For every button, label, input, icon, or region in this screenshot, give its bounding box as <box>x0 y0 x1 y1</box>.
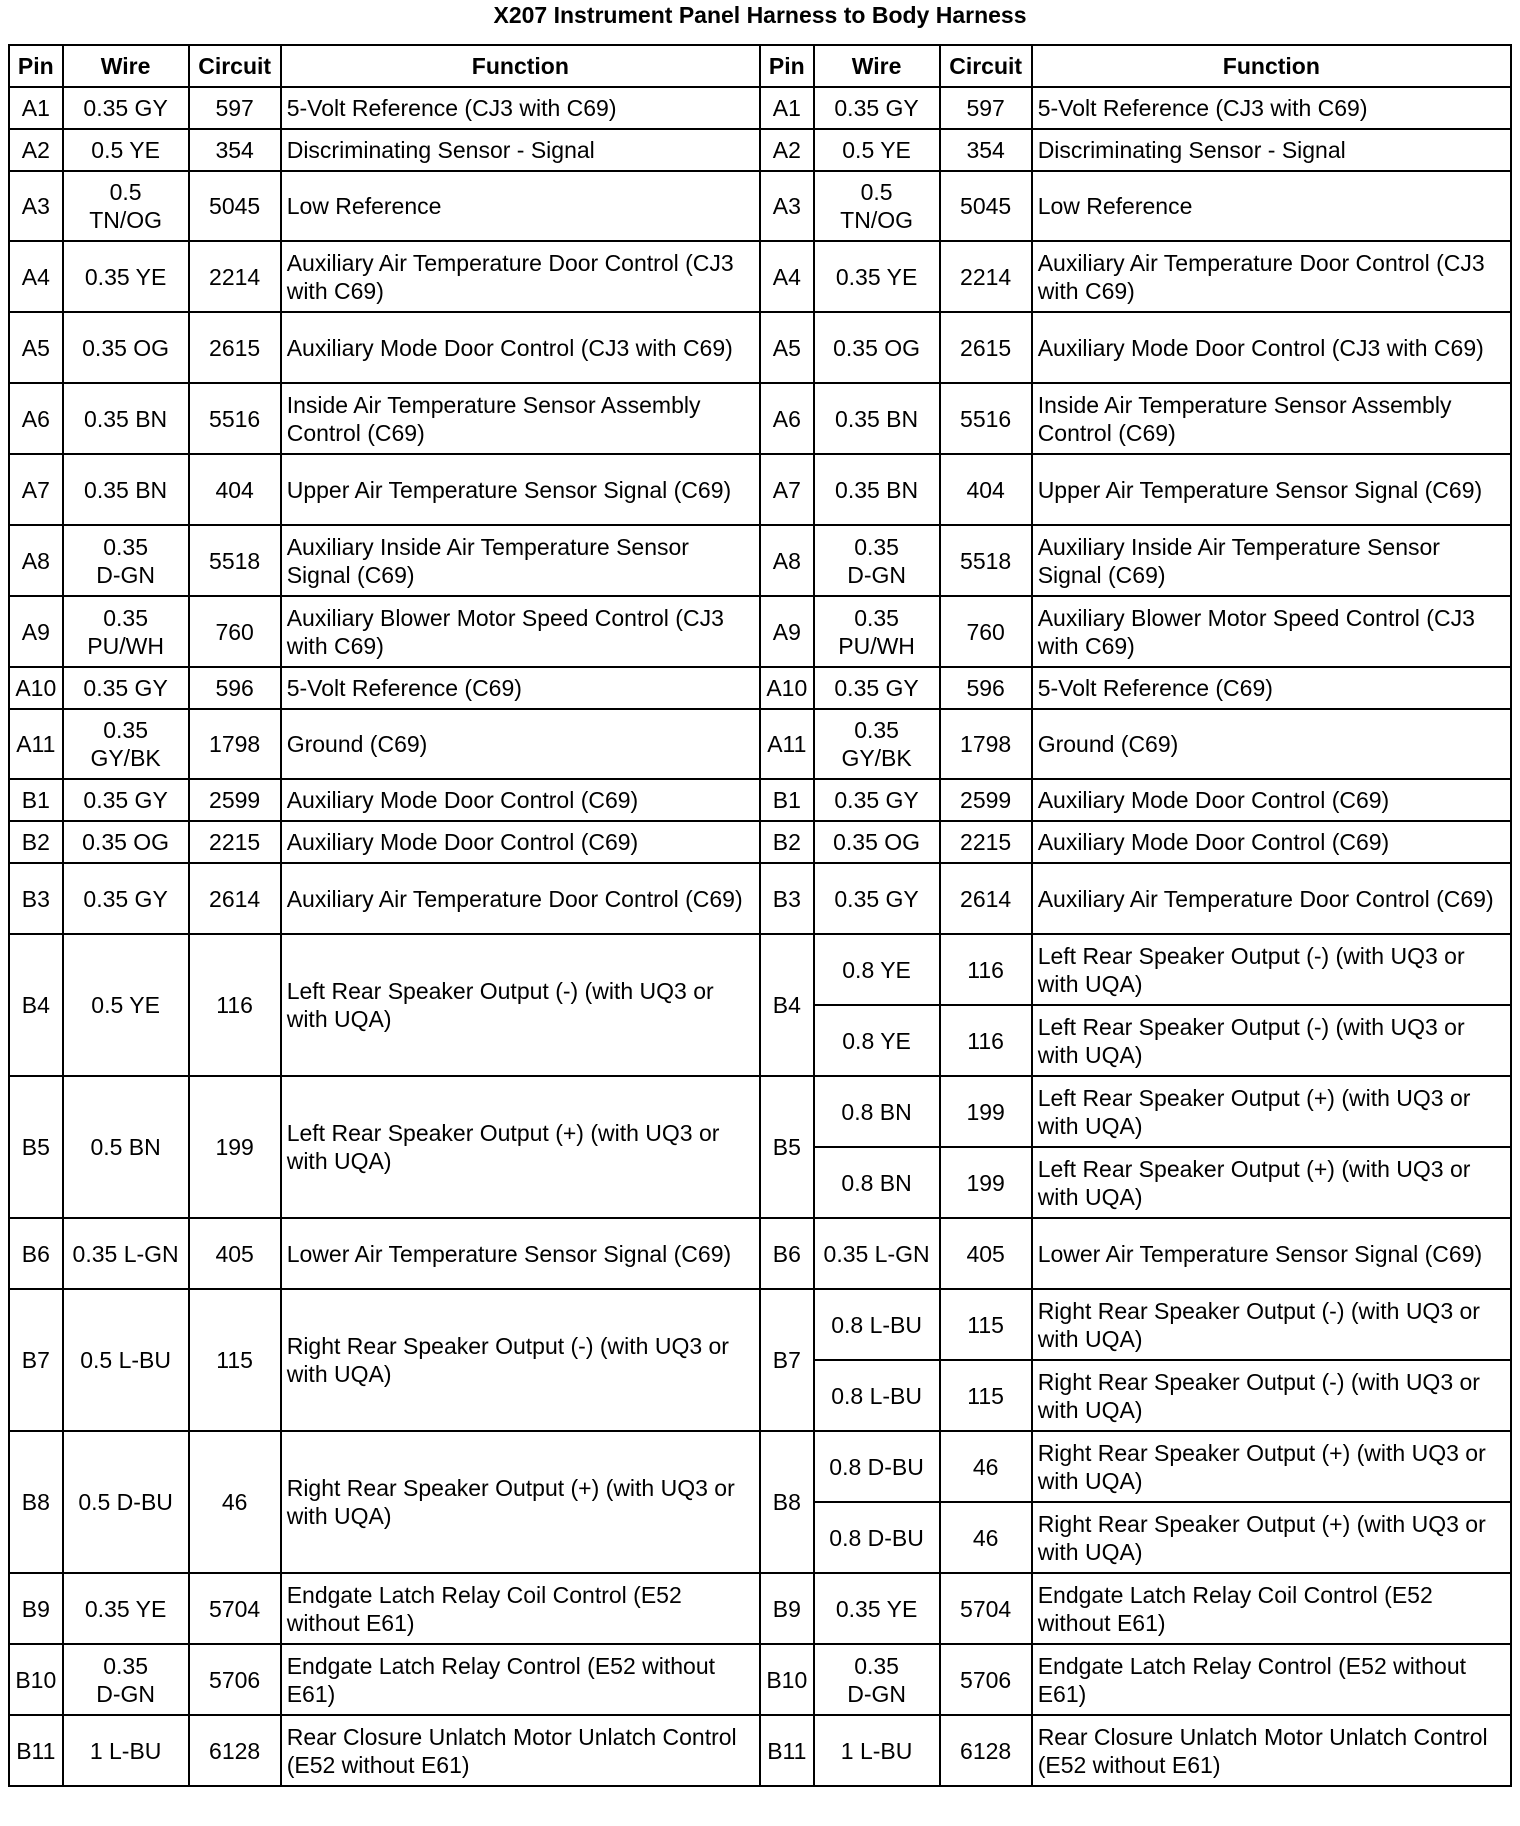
wire-gauge: 0.5 <box>109 179 142 205</box>
wire-cell: 0.8 YE <box>814 934 940 1005</box>
function-cell: Endgate Latch Relay Coil Control (E52 without E61) <box>281 1573 760 1644</box>
function-cell: Left Rear Speaker Output (+) (with UQ3 or with UQA) <box>1032 1076 1511 1147</box>
function-cell: Rear Closure Unlatch Motor Unlatch Control (E52 without E61) <box>281 1715 760 1786</box>
table-row <box>9 1644 1511 1715</box>
circuit-cell: 597 <box>189 87 281 129</box>
pin-cell: A6 <box>9 383 63 454</box>
pin-cell: B9 <box>9 1573 63 1644</box>
wire-cell: 0.5 L-BU <box>63 1289 189 1431</box>
wire-gauge: 0.35 <box>854 533 899 560</box>
function-cell: Auxiliary Blower Motor Speed Control (CJ3 with C69) <box>281 596 760 667</box>
circuit-cell: 404 <box>940 454 1032 525</box>
pin-cell: A7 <box>760 454 814 525</box>
header-wire: Wire <box>814 45 940 87</box>
function-cell: Left Rear Speaker Output (-) (with UQ3 or with UQA) <box>1032 1005 1511 1076</box>
wire-cell: 0.5 YE <box>63 129 189 171</box>
wire-cell <box>63 596 189 667</box>
circuit-cell: 5516 <box>940 383 1032 454</box>
wire-gauge: 0.35 <box>103 717 148 743</box>
wire-cell <box>814 709 940 779</box>
pin-cell: A8 <box>760 525 814 596</box>
wire-cell: 0.35 GY <box>63 863 189 934</box>
wire-cell: 0.8 D-BU <box>814 1431 940 1502</box>
circuit-cell: 115 <box>940 1289 1032 1360</box>
function-cell: Low Reference <box>281 171 760 241</box>
circuit-cell: 2614 <box>940 863 1032 934</box>
header-row <box>9 45 1511 87</box>
function-cell: Inside Air Temperature Sensor Assembly Control (C69) <box>281 383 760 454</box>
circuit-cell: 46 <box>940 1502 1032 1573</box>
page-title: X207 Instrument Panel Harness to Body Harness <box>493 2 1027 28</box>
wire-gauge: 0.5 <box>860 179 893 205</box>
wire-cell: 0.35 GY <box>63 667 189 709</box>
circuit-cell: 5704 <box>189 1573 281 1644</box>
wire-cell: 0.35 OG <box>814 312 940 383</box>
wire-color: D-GN <box>847 1680 906 1707</box>
pin-cell: A10 <box>760 667 814 709</box>
function-cell: Right Rear Speaker Output (+) (with UQ3 or with UQA) <box>281 1431 760 1573</box>
wire-cell <box>814 525 940 596</box>
pin-cell: B5 <box>9 1076 63 1218</box>
function-cell: Right Rear Speaker Output (+) (with UQ3 or with UQA) <box>1032 1502 1511 1573</box>
circuit-cell: 760 <box>940 596 1032 667</box>
circuit-cell: 596 <box>189 667 281 709</box>
wire-cell: 0.5 YE <box>814 129 940 171</box>
function-cell: 5-Volt Reference (CJ3 with C69) <box>281 87 760 129</box>
pin-cell: B1 <box>9 779 63 821</box>
pin-cell: B7 <box>760 1289 814 1431</box>
table-row <box>9 454 1511 525</box>
wire-cell: 0.35 GY <box>814 87 940 129</box>
function-cell: Auxiliary Air Temperature Door Control (C69) <box>1032 863 1511 934</box>
function-cell: Auxiliary Mode Door Control (CJ3 with C69) <box>281 312 760 383</box>
pin-cell: B10 <box>760 1644 814 1715</box>
wire-cell <box>814 171 940 241</box>
table-row <box>9 863 1511 934</box>
table-row <box>9 1573 1511 1644</box>
function-cell: Auxiliary Mode Door Control (C69) <box>281 821 760 863</box>
wire-cell: 0.35 YE <box>63 1573 189 1644</box>
wire-cell: 0.5 D-BU <box>63 1431 189 1573</box>
function-cell: Auxiliary Mode Door Control (C69) <box>281 779 760 821</box>
table-row <box>9 667 1511 709</box>
wire-color: D-GN <box>96 561 155 588</box>
circuit-cell: 199 <box>189 1076 281 1218</box>
circuit-cell: 115 <box>189 1289 281 1431</box>
circuit-cell: 46 <box>940 1431 1032 1502</box>
circuit-cell: 5706 <box>940 1644 1032 1715</box>
pin-cell: A5 <box>760 312 814 383</box>
table-row <box>9 525 1511 596</box>
circuit-cell: 404 <box>189 454 281 525</box>
circuit-cell: 2614 <box>189 863 281 934</box>
circuit-cell: 6128 <box>189 1715 281 1786</box>
pin-cell: A1 <box>9 87 63 129</box>
table-row <box>9 171 1511 241</box>
pin-cell: B5 <box>760 1076 814 1218</box>
table-row <box>9 1715 1511 1786</box>
function-cell: Endgate Latch Relay Control (E52 without E61) <box>281 1644 760 1715</box>
table-row <box>9 241 1511 312</box>
function-cell: Discriminating Sensor - Signal <box>1032 129 1511 171</box>
wire-cell: 0.35 OG <box>63 821 189 863</box>
circuit-cell: 116 <box>940 934 1032 1005</box>
function-cell: 5-Volt Reference (CJ3 with C69) <box>1032 87 1511 129</box>
wire-cell: 0.8 YE <box>814 1005 940 1076</box>
function-cell: Right Rear Speaker Output (-) (with UQ3 or with UQA) <box>1032 1289 1511 1360</box>
circuit-cell: 2599 <box>189 779 281 821</box>
wire-gauge: 0.35 <box>103 604 148 631</box>
circuit-cell: 5706 <box>189 1644 281 1715</box>
function-cell: Right Rear Speaker Output (-) (with UQ3 or with UQA) <box>281 1289 760 1431</box>
wire-cell: 0.35 BN <box>63 383 189 454</box>
wire-cell: 0.35 YE <box>814 1573 940 1644</box>
wire-color: D-GN <box>96 1680 155 1707</box>
function-cell: Ground (C69) <box>1032 709 1511 779</box>
pin-cell: B2 <box>760 821 814 863</box>
wire-gauge: 0.35 <box>103 533 148 560</box>
pin-cell: B7 <box>9 1289 63 1431</box>
pin-cell: B9 <box>760 1573 814 1644</box>
function-cell: Upper Air Temperature Sensor Signal (C69) <box>1032 454 1511 525</box>
wire-color: PU/WH <box>87 632 164 659</box>
circuit-cell: 2599 <box>940 779 1032 821</box>
table-row <box>9 1431 1511 1502</box>
circuit-cell: 5518 <box>189 525 281 596</box>
table-row <box>9 779 1511 821</box>
pin-cell: B4 <box>760 934 814 1076</box>
wire-color: GY/BK <box>90 745 161 771</box>
wire-cell: 0.35 BN <box>814 383 940 454</box>
circuit-cell: 2615 <box>940 312 1032 383</box>
pin-cell: B3 <box>9 863 63 934</box>
header-function: Function <box>1032 45 1511 87</box>
wire-cell: 0.8 BN <box>814 1076 940 1147</box>
pin-cell: B6 <box>760 1218 814 1289</box>
circuit-cell: 199 <box>940 1076 1032 1147</box>
wire-gauge: 0.35 <box>103 1652 148 1679</box>
table-row <box>9 87 1511 129</box>
function-cell: Lower Air Temperature Sensor Signal (C69) <box>1032 1218 1511 1289</box>
wire-cell: 1 L-BU <box>63 1715 189 1786</box>
pin-cell: B4 <box>9 934 63 1076</box>
header-pin: Pin <box>9 45 63 87</box>
pin-cell: A11 <box>9 709 63 779</box>
circuit-cell: 5516 <box>189 383 281 454</box>
circuit-cell: 5518 <box>940 525 1032 596</box>
function-cell: 5-Volt Reference (C69) <box>1032 667 1511 709</box>
function-cell: Ground (C69) <box>281 709 760 779</box>
wire-cell: 0.8 L-BU <box>814 1360 940 1431</box>
wire-gauge: 0.35 <box>854 1652 899 1679</box>
wire-cell: 0.5 BN <box>63 1076 189 1218</box>
pin-cell: B1 <box>760 779 814 821</box>
pin-cell: B3 <box>760 863 814 934</box>
function-cell: Auxiliary Inside Air Temperature Sensor Signal (C69) <box>1032 525 1511 596</box>
circuit-cell: 116 <box>940 1005 1032 1076</box>
function-cell: Left Rear Speaker Output (-) (with UQ3 or with UQA) <box>1032 934 1511 1005</box>
wire-cell: 0.35 BN <box>63 454 189 525</box>
header-wire: Wire <box>63 45 189 87</box>
header-function: Function <box>281 45 760 87</box>
wire-cell: 0.5 YE <box>63 934 189 1076</box>
function-cell: Discriminating Sensor - Signal <box>281 129 760 171</box>
circuit-cell: 2615 <box>189 312 281 383</box>
pin-cell: A9 <box>760 596 814 667</box>
table-row <box>9 383 1511 454</box>
function-cell: Upper Air Temperature Sensor Signal (C69) <box>281 454 760 525</box>
circuit-cell: 2215 <box>940 821 1032 863</box>
table-row <box>9 709 1511 779</box>
circuit-cell: 199 <box>940 1147 1032 1218</box>
wire-cell: 0.35 YE <box>63 241 189 312</box>
circuit-cell: 5704 <box>940 1573 1032 1644</box>
function-cell: Auxiliary Air Temperature Door Control (CJ3 with C69) <box>281 241 760 312</box>
wire-gauge: 0.35 <box>854 717 899 743</box>
circuit-cell: 5045 <box>940 171 1032 241</box>
function-cell: Auxiliary Inside Air Temperature Sensor Signal (C69) <box>281 525 760 596</box>
wire-cell: 0.35 OG <box>814 821 940 863</box>
function-cell: Auxiliary Air Temperature Door Control (CJ3 with C69) <box>1032 241 1511 312</box>
circuit-cell: 760 <box>189 596 281 667</box>
wire-color: TN/OG <box>840 207 914 233</box>
function-cell: Left Rear Speaker Output (+) (with UQ3 or with UQA) <box>281 1076 760 1218</box>
function-cell: Rear Closure Unlatch Motor Unlatch Control (E52 without E61) <box>1032 1715 1511 1786</box>
table-row <box>9 1289 1511 1360</box>
wire-cell: 0.35 OG <box>63 312 189 383</box>
function-cell: Low Reference <box>1032 171 1511 241</box>
table-row <box>9 596 1511 667</box>
function-cell: 5-Volt Reference (C69) <box>281 667 760 709</box>
pin-cell: A11 <box>760 709 814 779</box>
circuit-cell: 596 <box>940 667 1032 709</box>
circuit-cell: 116 <box>189 934 281 1076</box>
circuit-cell: 6128 <box>940 1715 1032 1786</box>
wire-color: D-GN <box>847 561 906 588</box>
pin-cell: A7 <box>9 454 63 525</box>
function-cell: Auxiliary Mode Door Control (CJ3 with C69) <box>1032 312 1511 383</box>
wire-cell: 0.8 L-BU <box>814 1289 940 1360</box>
function-cell: Left Rear Speaker Output (-) (with UQ3 or with UQA) <box>281 934 760 1076</box>
wire-gauge: 0.35 <box>854 604 899 631</box>
wire-cell: 0.35 GY <box>63 779 189 821</box>
function-cell: Right Rear Speaker Output (-) (with UQ3 or with UQA) <box>1032 1360 1511 1431</box>
circuit-cell: 354 <box>189 129 281 171</box>
table-row <box>9 129 1511 171</box>
function-cell: Auxiliary Blower Motor Speed Control (CJ3 with C69) <box>1032 596 1511 667</box>
function-cell: Endgate Latch Relay Coil Control (E52 without E61) <box>1032 1573 1511 1644</box>
table-row <box>9 821 1511 863</box>
wire-color: TN/OG <box>89 207 163 233</box>
pin-cell: A4 <box>760 241 814 312</box>
wire-cell <box>63 525 189 596</box>
wire-cell: 0.35 L-GN <box>814 1218 940 1289</box>
header-pin: Pin <box>760 45 814 87</box>
pin-cell: A2 <box>9 129 63 171</box>
pin-cell: B10 <box>9 1644 63 1715</box>
pin-cell: A3 <box>760 171 814 241</box>
function-cell: Endgate Latch Relay Control (E52 without E61) <box>1032 1644 1511 1715</box>
wire-cell: 1 L-BU <box>814 1715 940 1786</box>
circuit-cell: 2214 <box>189 241 281 312</box>
wire-cell: 0.35 GY <box>814 779 940 821</box>
circuit-cell: 115 <box>940 1360 1032 1431</box>
pin-cell: A9 <box>9 596 63 667</box>
header-circuit: Circuit <box>940 45 1032 87</box>
pin-cell: A5 <box>9 312 63 383</box>
pin-cell: B11 <box>9 1715 63 1786</box>
table-row <box>9 1076 1511 1147</box>
circuit-cell: 1798 <box>940 709 1032 779</box>
wire-cell <box>63 171 189 241</box>
circuit-cell: 597 <box>940 87 1032 129</box>
function-cell: Inside Air Temperature Sensor Assembly Control (C69) <box>1032 383 1511 454</box>
pin-cell: A4 <box>9 241 63 312</box>
wire-cell: 0.35 YE <box>814 241 940 312</box>
table-row <box>9 312 1511 383</box>
circuit-cell: 405 <box>940 1218 1032 1289</box>
wire-cell <box>63 1644 189 1715</box>
pin-cell: B11 <box>760 1715 814 1786</box>
function-cell: Right Rear Speaker Output (+) (with UQ3 or with UQA) <box>1032 1431 1511 1502</box>
pin-cell: A2 <box>760 129 814 171</box>
circuit-cell: 354 <box>940 129 1032 171</box>
wire-cell: 0.35 L-GN <box>63 1218 189 1289</box>
pin-cell: A1 <box>760 87 814 129</box>
circuit-cell: 2214 <box>940 241 1032 312</box>
wire-color: GY/BK <box>841 745 912 771</box>
pin-cell: B8 <box>760 1431 814 1573</box>
connector-table <box>8 44 1512 1787</box>
wire-cell: 0.35 GY <box>63 87 189 129</box>
circuit-cell: 46 <box>189 1431 281 1573</box>
pin-cell: B2 <box>9 821 63 863</box>
circuit-cell: 1798 <box>189 709 281 779</box>
pin-cell: A10 <box>9 667 63 709</box>
wire-cell <box>814 1644 940 1715</box>
function-cell: Left Rear Speaker Output (+) (with UQ3 or with UQA) <box>1032 1147 1511 1218</box>
wire-cell <box>63 709 189 779</box>
header-circuit: Circuit <box>189 45 281 87</box>
wire-cell: 0.8 BN <box>814 1147 940 1218</box>
pin-cell: A8 <box>9 525 63 596</box>
circuit-cell: 2215 <box>189 821 281 863</box>
function-cell: Auxiliary Mode Door Control (C69) <box>1032 779 1511 821</box>
function-cell: Auxiliary Air Temperature Door Control (C69) <box>281 863 760 934</box>
circuit-cell: 405 <box>189 1218 281 1289</box>
table-row <box>9 1218 1511 1289</box>
table-row <box>9 934 1511 1005</box>
wire-cell: 0.8 D-BU <box>814 1502 940 1573</box>
wire-cell <box>814 596 940 667</box>
function-cell: Lower Air Temperature Sensor Signal (C69) <box>281 1218 760 1289</box>
pin-cell: A3 <box>9 171 63 241</box>
pin-cell: B6 <box>9 1218 63 1289</box>
circuit-cell: 5045 <box>189 171 281 241</box>
wire-cell: 0.35 GY <box>814 863 940 934</box>
wire-cell: 0.35 GY <box>814 667 940 709</box>
pin-cell: B8 <box>9 1431 63 1573</box>
function-cell: Auxiliary Mode Door Control (C69) <box>1032 821 1511 863</box>
wire-color: PU/WH <box>838 632 915 659</box>
pin-cell: A6 <box>760 383 814 454</box>
wire-cell: 0.35 BN <box>814 454 940 525</box>
